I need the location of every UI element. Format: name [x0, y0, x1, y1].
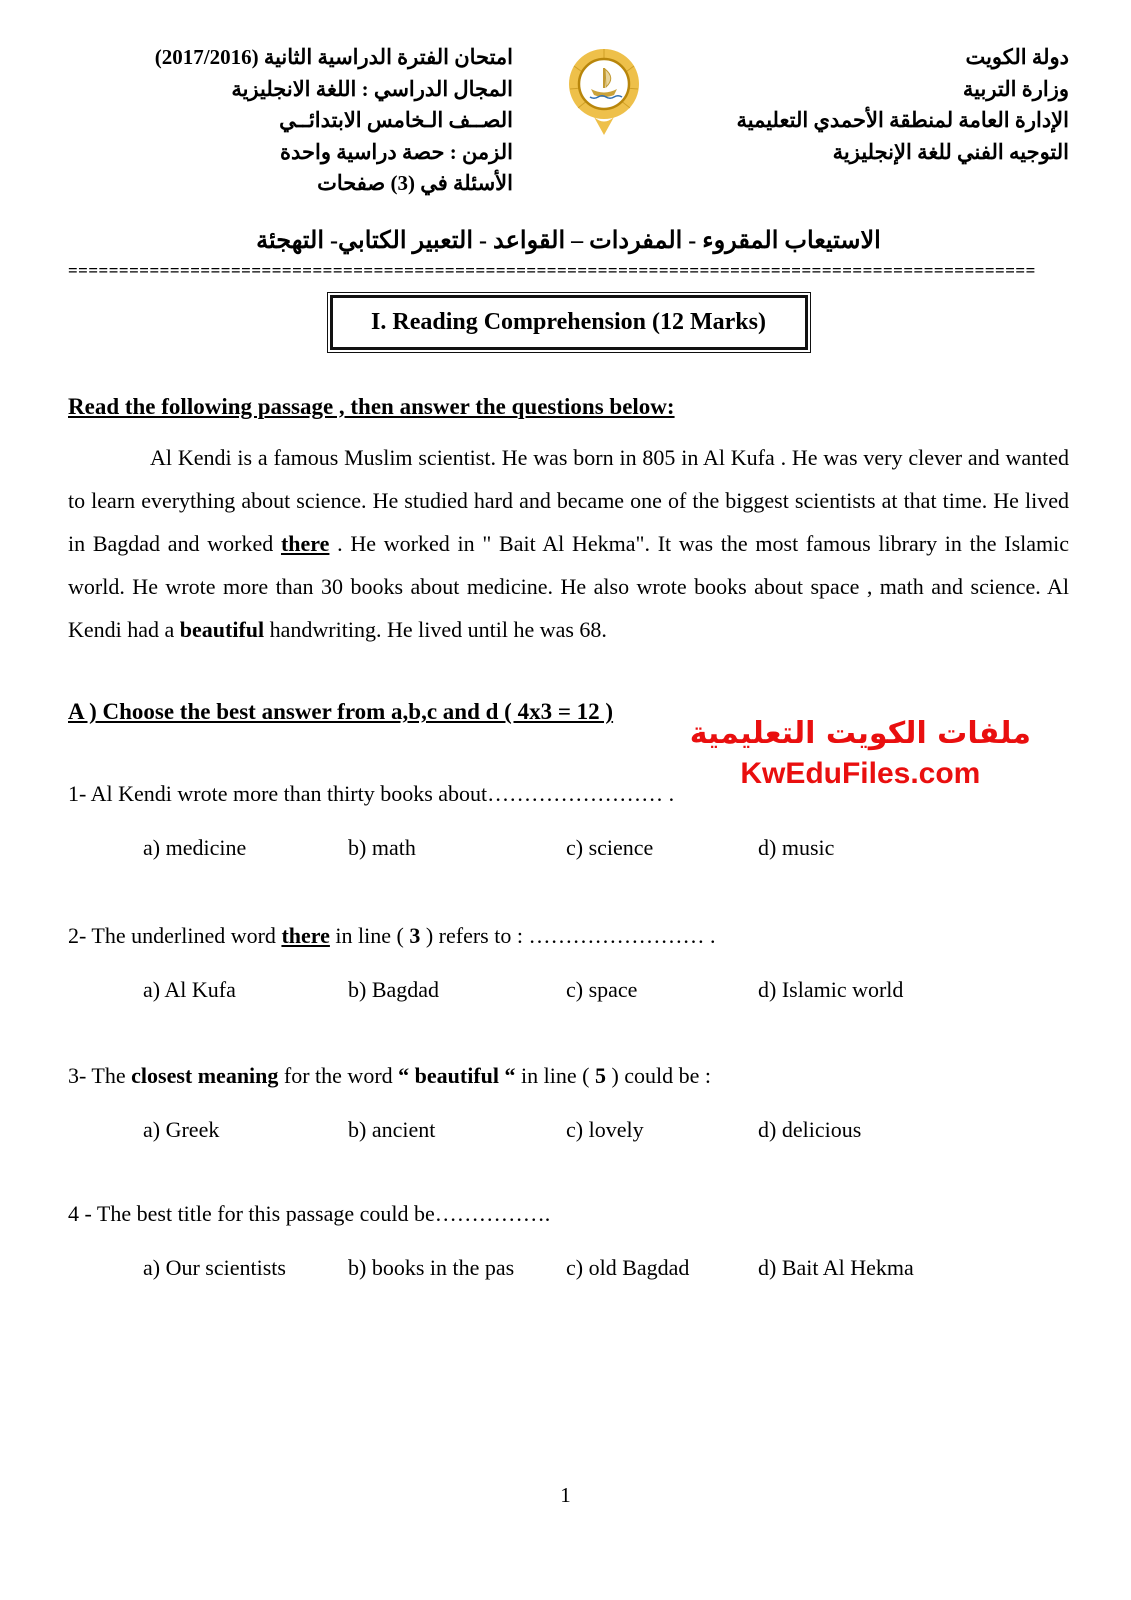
instruction-heading: Read the following passage , then answer the questions below:	[68, 393, 675, 419]
question-2-pre: 2- The underlined word	[68, 923, 282, 949]
question-4-text: 4 - The best title for this passage could be…………….	[68, 1201, 551, 1227]
part-a-heading: A ) Choose the best answer from a,b,c and d ( 4x3 = 12 )	[68, 699, 614, 725]
option-c: c) old Bagdad	[566, 1255, 690, 1281]
question-3-bold-phrase: closest meaning	[131, 1063, 279, 1089]
watermark	[690, 716, 1031, 791]
question-2	[68, 923, 1069, 1003]
option-d: d) Islamic world	[758, 977, 904, 1003]
option-b: b) ancient	[348, 1117, 436, 1143]
question-3-pre: 3- The	[68, 1063, 132, 1089]
option-b: b) books in the pas	[348, 1255, 515, 1281]
question-3-options	[68, 1117, 1069, 1143]
question-3-text	[68, 1063, 1069, 1089]
question-1-options	[68, 835, 1069, 861]
passage-keyword-there: there	[280, 530, 330, 556]
option-a: a) Our scientists	[143, 1255, 286, 1281]
question-3-mid1: for the word	[278, 1063, 399, 1089]
option-a: a) Al Kufa	[143, 977, 236, 1003]
question-3	[68, 1063, 1069, 1143]
option-b: b) Bagdad	[348, 977, 440, 1003]
reading-passage	[68, 436, 1069, 652]
exam-info-line: الصــف الـخامس الابتدائــي	[279, 108, 513, 132]
watermark-arabic: ملفات الكويت التعليمية	[689, 716, 1031, 751]
option-d: d) delicious	[758, 1117, 862, 1143]
question-1	[68, 781, 1069, 861]
question-2-line-number: 3	[409, 923, 421, 949]
passage-text: . He worked in " Bait Al Hekma". It was the most famous library in the Islamic world. He wrote more than 30 books about medicine. He also wrote books about space , math and science. Al Kendi had a	[68, 530, 1069, 642]
exam-info-line: الزمن : حصة دراسية واحدة	[280, 139, 513, 164]
passage-text: Al Kendi is a famous Muslim scientist. He was born in 805 in Al Kufa . He was very clever and wanted to learn everything about science. He studied hard and became one of the biggest scientists at that time. He lived in Bagdad and worked	[68, 444, 1069, 556]
ministry-info	[694, 42, 1069, 168]
page-header	[68, 42, 1069, 200]
question-3-post: ) could be :	[605, 1063, 712, 1089]
option-c: c) space	[566, 977, 638, 1003]
passage-keyword-beautiful: beautiful	[179, 616, 265, 642]
option-d: d) music	[758, 835, 835, 861]
option-b: b) math	[348, 835, 416, 861]
option-a: a) medicine	[143, 835, 247, 861]
ministry-info-line: وزارة التربية	[962, 76, 1069, 101]
passage-text: handwriting. He lived until he was 68.	[264, 616, 607, 642]
section-title-box	[330, 295, 808, 350]
question-2-options	[68, 977, 1069, 1003]
question-4-options	[68, 1255, 1069, 1281]
question-1-text: 1- Al Kendi wrote more than thirty books about…………………… .	[68, 781, 675, 807]
exam-info	[68, 42, 513, 200]
kuwait-emblem-icon	[563, 44, 645, 140]
exam-info-line: المجال الدراسي : اللغة الانجليزية	[231, 76, 513, 101]
watermark-site: KwEduFiles.com	[740, 757, 981, 790]
section-title: I. Reading Comprehension (12 Marks)	[371, 308, 766, 335]
exam-info-line: الأسئلة في (3) صفحات	[317, 171, 513, 195]
option-a: a) Greek	[143, 1117, 220, 1143]
page-number: 1	[560, 1483, 571, 1507]
ministry-info-line: التوجيه الفني للغة الإنجليزية	[832, 139, 1069, 164]
question-2-keyword: there	[281, 923, 330, 949]
option-c: c) science	[566, 835, 654, 861]
question-2-mid: in line (	[329, 923, 410, 949]
kuwait-emblem	[559, 42, 649, 140]
ministry-info-line: الإدارة العامة لمنطقة الأحمدي التعليمية	[736, 108, 1069, 132]
option-c: c) lovely	[566, 1117, 644, 1143]
question-3-line-number: 5	[594, 1063, 606, 1089]
question-2-text	[68, 923, 1069, 949]
ministry-info-line: دولة الكويت	[965, 45, 1069, 69]
question-2-post: ) refers to : …………………… .	[420, 923, 716, 949]
separator-line: ===============================================================================================	[68, 260, 1036, 280]
exam-info-line: امتحان الفترة الدراسية الثانية (2017/2016)	[154, 45, 513, 69]
question-3-mid2: in line (	[515, 1063, 595, 1089]
question-4	[68, 1201, 1069, 1281]
question-3-keyword: “ beautiful “	[398, 1063, 516, 1089]
option-d: d) Bait Al Hekma	[758, 1255, 914, 1281]
subject-line: الاستيعاب المقروء - المفردات – القواعد - التعبير الكتابي- التهجئة	[256, 227, 881, 254]
